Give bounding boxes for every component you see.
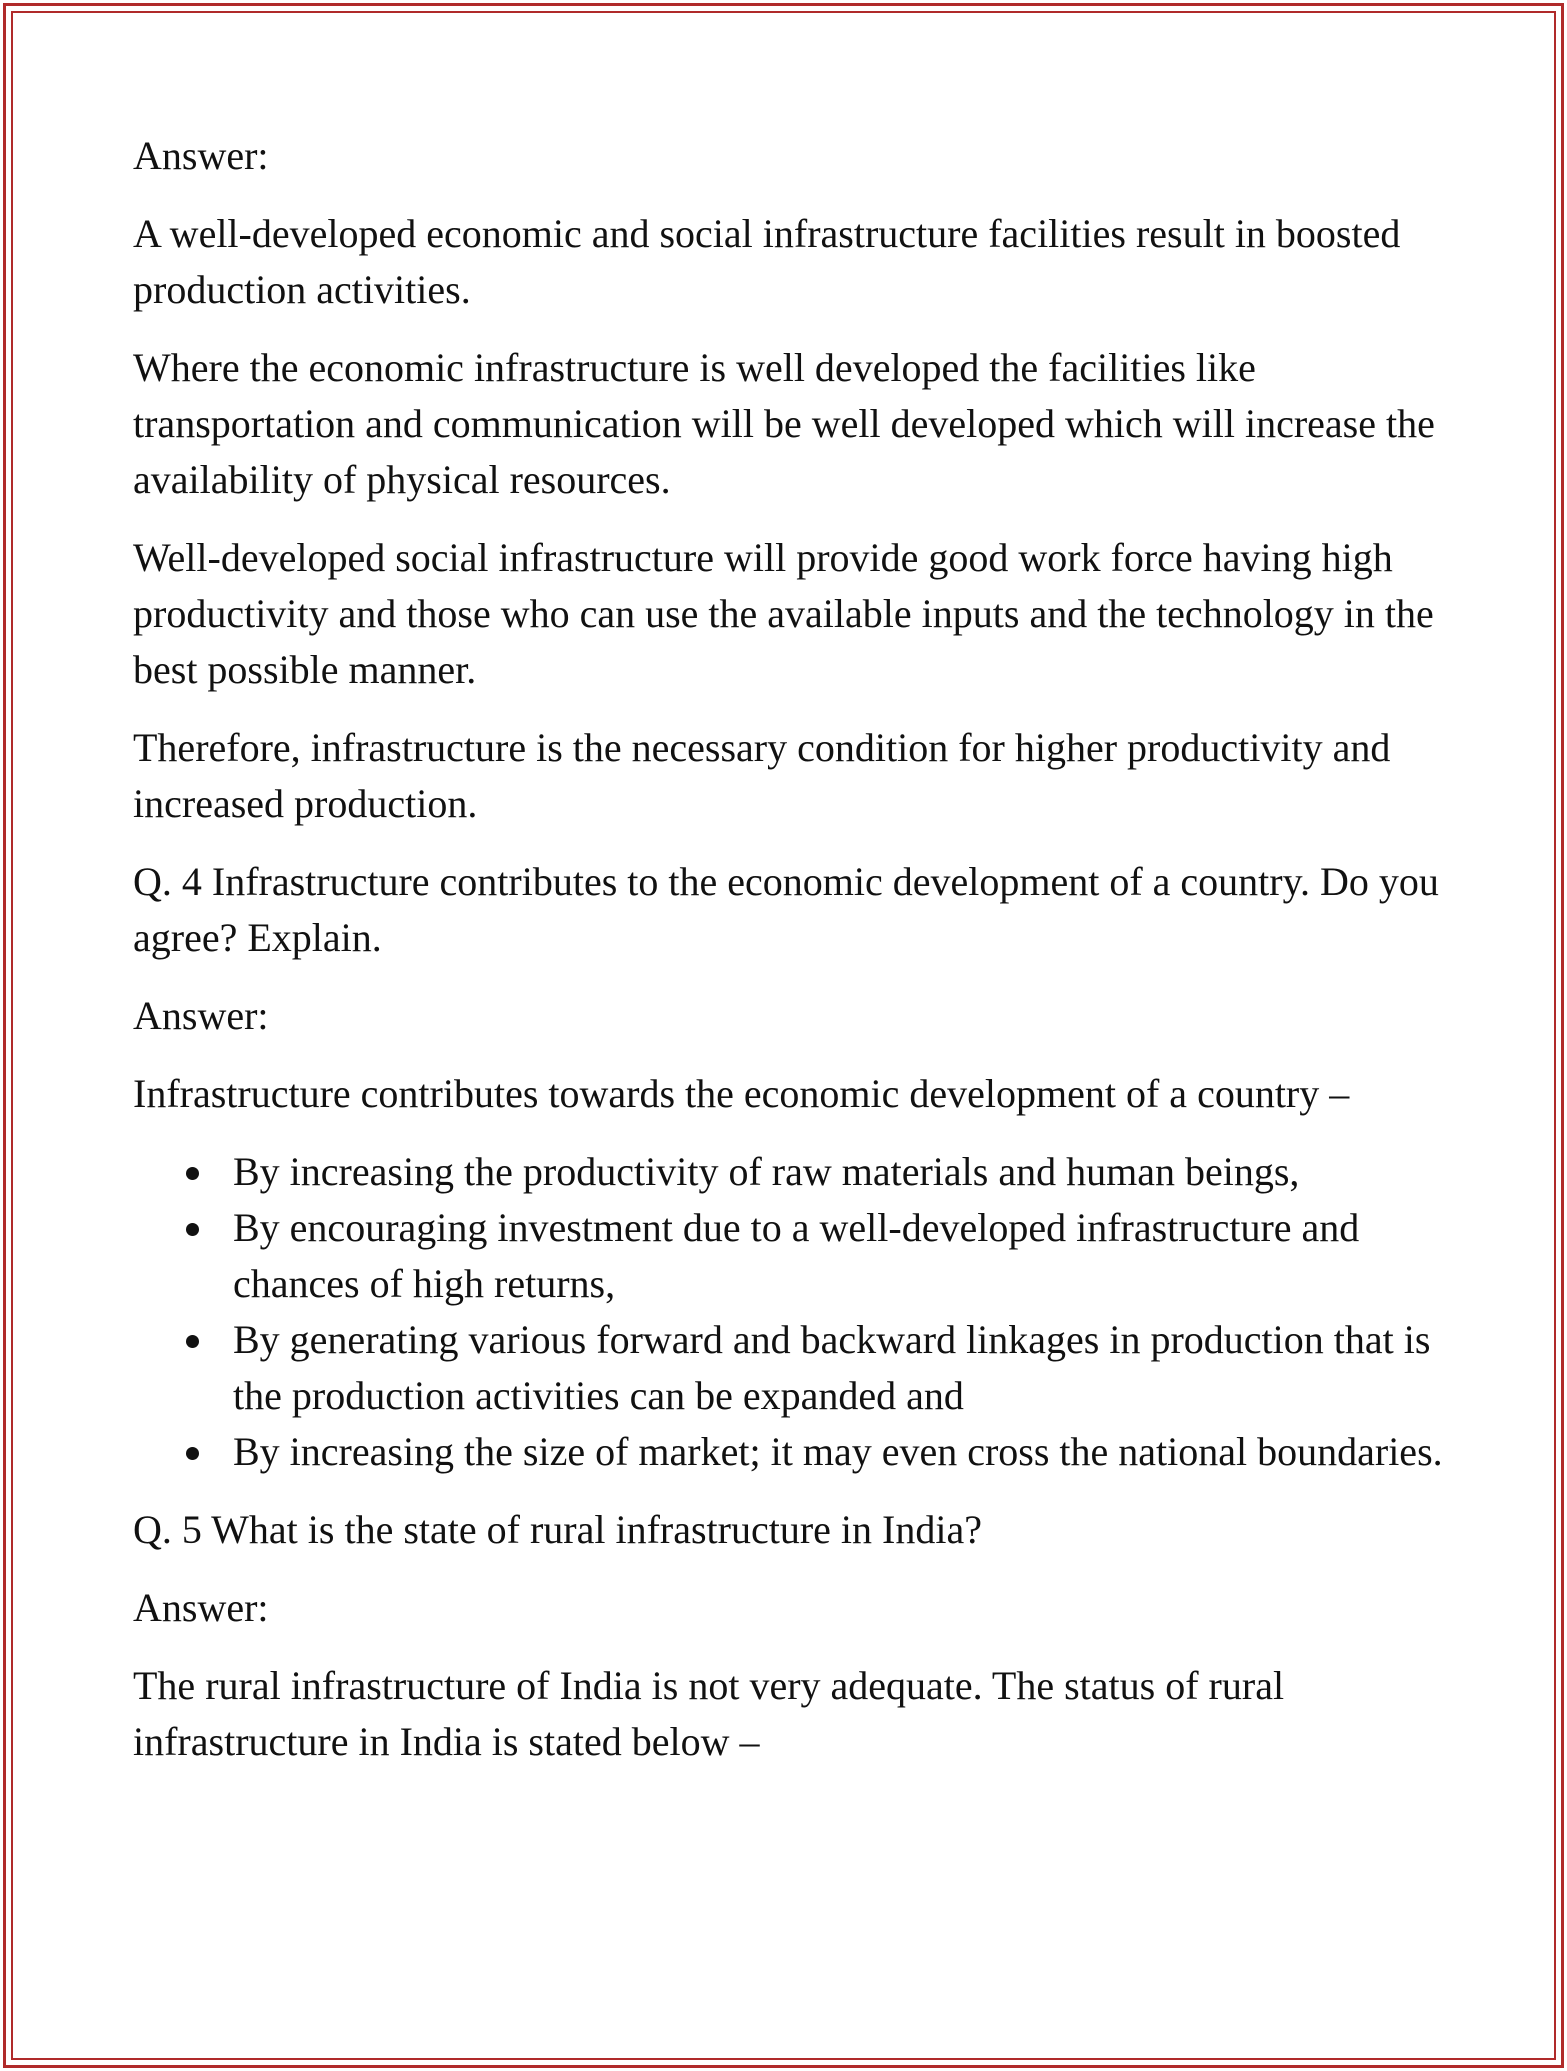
list-item: By increasing the productivity of raw materials and human beings, xyxy=(233,1144,1453,1200)
answer-q3-paragraph-2: Where the economic infrastructure is well developed the facilities like transportation and communication will be well developed which will increase the availability of physical resources. xyxy=(133,345,1435,502)
answer-q5-paragraph-1: The rural infrastructure of India is not very adequate. The status of rural infrastructure in India is stated below – xyxy=(133,1663,1285,1764)
list-item: By generating various forward and backward linkages in production that is the production activities can be expanded and xyxy=(233,1312,1453,1424)
question-5: Q. 5 What is the state of rural infrastructure in India? xyxy=(133,1507,982,1552)
answer-label-q4: Answer: xyxy=(133,993,269,1038)
question-4: Q. 4 Infrastructure contributes to the economic development of a country. Do you agree? Explain. xyxy=(133,859,1439,960)
list-item: By increasing the size of market; it may even cross the national boundaries. xyxy=(233,1424,1453,1480)
answer-label-q3: Answer: xyxy=(133,133,269,178)
answer-label-q5: Answer: xyxy=(133,1585,269,1630)
answer-q3-paragraph-3: Well-developed social infrastructure will provide good work force having high productivity and those who can use the available inputs and the technology in the best possible manner. xyxy=(133,535,1434,692)
answer-q3-paragraph-1: A well-developed economic and social infrastructure facilities result in boosted production activities. xyxy=(133,211,1401,312)
list-item: By encouraging investment due to a well-developed infrastructure and chances of high returns, xyxy=(233,1200,1453,1312)
answer-q3-paragraph-4: Therefore, infrastructure is the necessary condition for higher productivity and increased production. xyxy=(133,725,1391,826)
answer-q4-list xyxy=(133,1144,1453,1480)
answer-q4-intro: Infrastructure contributes towards the economic development of a country – xyxy=(133,1071,1350,1116)
document-body xyxy=(133,128,1453,1792)
